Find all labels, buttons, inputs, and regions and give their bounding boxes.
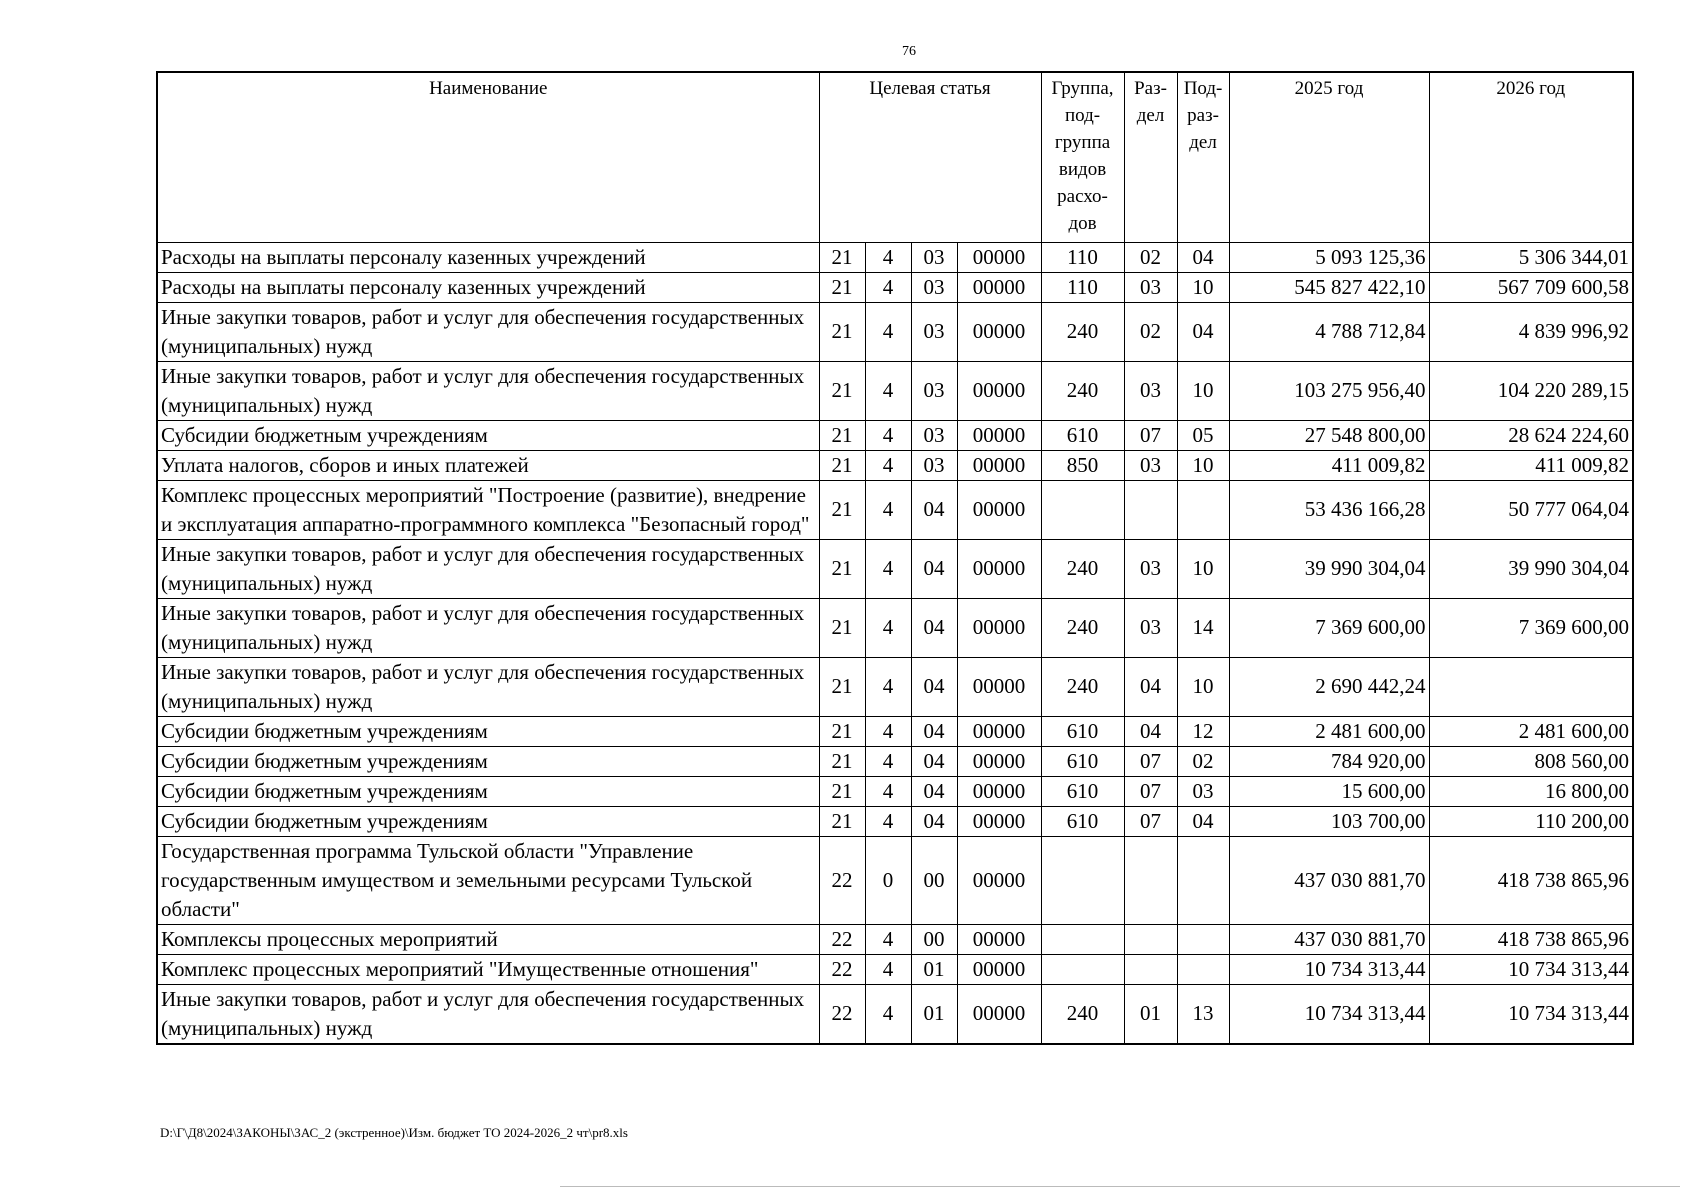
- target-code-program: 21: [819, 420, 865, 450]
- row-name-cell: Иные закупки товаров, работ и услуг для обеспечения государственных (муниципальных) нужд: [157, 361, 819, 420]
- target-code-program: 21: [819, 657, 865, 716]
- amount-2026-cell: [1429, 657, 1633, 716]
- target-code-program: 21: [819, 242, 865, 272]
- section-cell: 01: [1124, 984, 1177, 1044]
- target-code-direction: 00000: [957, 657, 1041, 716]
- target-code-type: 4: [865, 776, 911, 806]
- target-code-program: 21: [819, 776, 865, 806]
- subsection-cell: 13: [1177, 984, 1229, 1044]
- row-name-cell: Субсидии бюджетным учреждениям: [157, 420, 819, 450]
- amount-2025-cell: 27 548 800,00: [1229, 420, 1429, 450]
- table-row: [157, 776, 1633, 806]
- amount-2026-cell: 10 734 313,44: [1429, 954, 1633, 984]
- row-name-cell: Субсидии бюджетным учреждениям: [157, 806, 819, 836]
- subsection-cell: 03: [1177, 776, 1229, 806]
- table-row: [157, 302, 1633, 361]
- target-code-program: 21: [819, 480, 865, 539]
- subsection-cell: 12: [1177, 716, 1229, 746]
- table-row: [157, 242, 1633, 272]
- row-name-cell: Субсидии бюджетным учреждениям: [157, 716, 819, 746]
- row-name-cell: Государственная программа Тульской области "Управление государственным имуществом и земельными ресурсами Тульской области": [157, 836, 819, 924]
- amount-2026-cell: 28 624 224,60: [1429, 420, 1633, 450]
- section-cell: 07: [1124, 776, 1177, 806]
- subsection-cell: 05: [1177, 420, 1229, 450]
- amount-2026-cell: 10 734 313,44: [1429, 984, 1633, 1044]
- section-cell: [1124, 954, 1177, 984]
- target-code-program: 21: [819, 361, 865, 420]
- target-code-complex: 01: [911, 984, 957, 1044]
- target-code-program: 21: [819, 450, 865, 480]
- target-code-program: 21: [819, 806, 865, 836]
- table-row: [157, 924, 1633, 954]
- target-code-complex: 03: [911, 420, 957, 450]
- subsection-cell: [1177, 836, 1229, 924]
- target-code-program: 22: [819, 924, 865, 954]
- subsection-cell: 10: [1177, 657, 1229, 716]
- target-code-type: 4: [865, 480, 911, 539]
- subsection-cell: 04: [1177, 302, 1229, 361]
- target-code-type: 4: [865, 657, 911, 716]
- amount-2026-cell: 567 709 600,58: [1429, 272, 1633, 302]
- row-name-cell: Расходы на выплаты персоналу казенных учреждений: [157, 242, 819, 272]
- target-code-type: 0: [865, 836, 911, 924]
- subsection-cell: 04: [1177, 242, 1229, 272]
- target-code-complex: 03: [911, 242, 957, 272]
- expense-group-cell: 850: [1041, 450, 1124, 480]
- target-code-program: 21: [819, 539, 865, 598]
- target-code-type: 4: [865, 598, 911, 657]
- target-code-type: 4: [865, 302, 911, 361]
- target-code-complex: 00: [911, 924, 957, 954]
- expense-group-cell: 610: [1041, 420, 1124, 450]
- section-cell: 04: [1124, 657, 1177, 716]
- target-code-complex: 04: [911, 480, 957, 539]
- target-code-complex: 04: [911, 598, 957, 657]
- target-code-direction: 00000: [957, 480, 1041, 539]
- expense-group-cell: 240: [1041, 598, 1124, 657]
- amount-2026-cell: 2 481 600,00: [1429, 716, 1633, 746]
- row-name-cell: Комплексы процессных мероприятий: [157, 924, 819, 954]
- table-row: [157, 657, 1633, 716]
- row-name-cell: Иные закупки товаров, работ и услуг для обеспечения государственных (муниципальных) нужд: [157, 598, 819, 657]
- target-code-type: 4: [865, 954, 911, 984]
- table-row: [157, 716, 1633, 746]
- target-code-type: 4: [865, 924, 911, 954]
- amount-2025-cell: 7 369 600,00: [1229, 598, 1429, 657]
- target-code-complex: 04: [911, 716, 957, 746]
- target-code-complex: 03: [911, 361, 957, 420]
- subsection-cell: 10: [1177, 361, 1229, 420]
- table-row: [157, 954, 1633, 984]
- section-cell: [1124, 480, 1177, 539]
- section-cell: 07: [1124, 746, 1177, 776]
- amount-2025-cell: 5 093 125,36: [1229, 242, 1429, 272]
- target-code-complex: 03: [911, 450, 957, 480]
- target-code-type: 4: [865, 361, 911, 420]
- amount-2025-cell: 4 788 712,84: [1229, 302, 1429, 361]
- header-subsection: Под-раз-дел: [1177, 72, 1229, 242]
- expense-group-cell: [1041, 836, 1124, 924]
- target-code-direction: 00000: [957, 539, 1041, 598]
- row-name-cell: Субсидии бюджетным учреждениям: [157, 746, 819, 776]
- amount-2025-cell: 2 690 442,24: [1229, 657, 1429, 716]
- amount-2025-cell: 15 600,00: [1229, 776, 1429, 806]
- table-row: [157, 361, 1633, 420]
- amount-2026-cell: 50 777 064,04: [1429, 480, 1633, 539]
- target-code-type: 4: [865, 984, 911, 1044]
- table-row: [157, 598, 1633, 657]
- target-code-complex: 04: [911, 657, 957, 716]
- section-cell: 04: [1124, 716, 1177, 746]
- expense-group-cell: 610: [1041, 746, 1124, 776]
- section-cell: 03: [1124, 598, 1177, 657]
- target-code-direction: 00000: [957, 272, 1041, 302]
- row-name-cell: Уплата налогов, сборов и иных платежей: [157, 450, 819, 480]
- target-code-type: 4: [865, 272, 911, 302]
- subsection-cell: [1177, 954, 1229, 984]
- table-body: [157, 242, 1633, 1044]
- row-name-cell: Комплекс процессных мероприятий "Построение (развитие), внедрение и эксплуатация аппаратно-программного комплекса "Безопасный город": [157, 480, 819, 539]
- target-code-program: 22: [819, 836, 865, 924]
- table-row: [157, 480, 1633, 539]
- expense-group-cell: 610: [1041, 716, 1124, 746]
- amount-2026-cell: 808 560,00: [1429, 746, 1633, 776]
- header-name: Наименование: [157, 72, 819, 242]
- expense-group-cell: 610: [1041, 776, 1124, 806]
- target-code-direction: 00000: [957, 361, 1041, 420]
- page-number: 76: [902, 44, 916, 59]
- subsection-cell: 10: [1177, 272, 1229, 302]
- target-code-program: 21: [819, 746, 865, 776]
- table-row: [157, 420, 1633, 450]
- header-section: Раз-дел: [1124, 72, 1177, 242]
- target-code-type: 4: [865, 806, 911, 836]
- section-cell: 03: [1124, 361, 1177, 420]
- target-code-program: 22: [819, 984, 865, 1044]
- target-code-direction: 00000: [957, 836, 1041, 924]
- amount-2025-cell: 53 436 166,28: [1229, 480, 1429, 539]
- target-code-direction: 00000: [957, 598, 1041, 657]
- row-name-cell: Иные закупки товаров, работ и услуг для обеспечения государственных (муниципальных) нужд: [157, 984, 819, 1044]
- section-cell: 07: [1124, 420, 1177, 450]
- expense-group-cell: 610: [1041, 806, 1124, 836]
- target-code-direction: 00000: [957, 954, 1041, 984]
- section-cell: 02: [1124, 242, 1177, 272]
- footer-file-path: D:\Г\Д8\2024\ЗАКОНЫ\ЗАС_2 (экстренное)\Изм. бюджет ТО 2024-2026_2 чт\pr8.xls: [160, 1125, 628, 1140]
- target-code-direction: 00000: [957, 242, 1041, 272]
- table-row: [157, 746, 1633, 776]
- amount-2026-cell: 16 800,00: [1429, 776, 1633, 806]
- target-code-type: 4: [865, 420, 911, 450]
- amount-2025-cell: 2 481 600,00: [1229, 716, 1429, 746]
- amount-2025-cell: 411 009,82: [1229, 450, 1429, 480]
- table-row: [157, 984, 1633, 1044]
- target-code-complex: 03: [911, 272, 957, 302]
- target-code-program: 21: [819, 716, 865, 746]
- section-cell: 03: [1124, 539, 1177, 598]
- target-code-direction: 00000: [957, 420, 1041, 450]
- target-code-type: 4: [865, 716, 911, 746]
- subsection-cell: 10: [1177, 539, 1229, 598]
- expense-group-cell: 240: [1041, 984, 1124, 1044]
- amount-2025-cell: 784 920,00: [1229, 746, 1429, 776]
- table-row: [157, 450, 1633, 480]
- amount-2025-cell: 10 734 313,44: [1229, 984, 1429, 1044]
- target-code-program: 21: [819, 598, 865, 657]
- expense-group-cell: 240: [1041, 361, 1124, 420]
- target-code-type: 4: [865, 242, 911, 272]
- row-name-cell: Иные закупки товаров, работ и услуг для обеспечения государственных (муниципальных) нужд: [157, 657, 819, 716]
- amount-2025-cell: 437 030 881,70: [1229, 836, 1429, 924]
- header-year-2025: 2025 год: [1229, 72, 1429, 242]
- subsection-cell: [1177, 924, 1229, 954]
- row-name-cell: Иные закупки товаров, работ и услуг для обеспечения государственных (муниципальных) нужд: [157, 302, 819, 361]
- target-code-complex: 04: [911, 776, 957, 806]
- amount-2026-cell: 110 200,00: [1429, 806, 1633, 836]
- target-code-complex: 04: [911, 539, 957, 598]
- subsection-cell: 10: [1177, 450, 1229, 480]
- expense-group-cell: 240: [1041, 539, 1124, 598]
- target-code-type: 4: [865, 746, 911, 776]
- table-header-row: [157, 72, 1633, 242]
- amount-2025-cell: 103 275 956,40: [1229, 361, 1429, 420]
- table-row: [157, 272, 1633, 302]
- amount-2025-cell: 437 030 881,70: [1229, 924, 1429, 954]
- amount-2026-cell: 411 009,82: [1429, 450, 1633, 480]
- target-code-complex: 04: [911, 746, 957, 776]
- table-row: [157, 539, 1633, 598]
- amount-2025-cell: 10 734 313,44: [1229, 954, 1429, 984]
- target-code-direction: 00000: [957, 450, 1041, 480]
- section-cell: 02: [1124, 302, 1177, 361]
- expense-group-cell: [1041, 954, 1124, 984]
- expense-group-cell: [1041, 924, 1124, 954]
- budget-table: [156, 71, 1634, 1045]
- target-code-direction: 00000: [957, 776, 1041, 806]
- header-expense-group: Группа, под-группа видов расхо-дов: [1041, 72, 1124, 242]
- target-code-complex: 03: [911, 302, 957, 361]
- target-code-type: 4: [865, 450, 911, 480]
- table-row: [157, 836, 1633, 924]
- target-code-direction: 00000: [957, 984, 1041, 1044]
- amount-2025-cell: 545 827 422,10: [1229, 272, 1429, 302]
- bottom-divider: [560, 1186, 1680, 1187]
- header-year-2026: 2026 год: [1429, 72, 1633, 242]
- target-code-program: 21: [819, 272, 865, 302]
- row-name-cell: Комплекс процессных мероприятий "Имущественные отношения": [157, 954, 819, 984]
- row-name-cell: Расходы на выплаты персоналу казенных учреждений: [157, 272, 819, 302]
- subsection-cell: [1177, 480, 1229, 539]
- section-cell: [1124, 924, 1177, 954]
- expense-group-cell: 240: [1041, 657, 1124, 716]
- amount-2026-cell: 39 990 304,04: [1429, 539, 1633, 598]
- amount-2025-cell: 103 700,00: [1229, 806, 1429, 836]
- target-code-direction: 00000: [957, 924, 1041, 954]
- target-code-complex: 00: [911, 836, 957, 924]
- table-row: [157, 806, 1633, 836]
- target-code-program: 22: [819, 954, 865, 984]
- expense-group-cell: 110: [1041, 242, 1124, 272]
- amount-2026-cell: 4 839 996,92: [1429, 302, 1633, 361]
- expense-group-cell: 240: [1041, 302, 1124, 361]
- target-code-direction: 00000: [957, 302, 1041, 361]
- target-code-complex: 04: [911, 806, 957, 836]
- target-code-direction: 00000: [957, 716, 1041, 746]
- amount-2025-cell: 39 990 304,04: [1229, 539, 1429, 598]
- subsection-cell: 02: [1177, 746, 1229, 776]
- expense-group-cell: [1041, 480, 1124, 539]
- expense-group-cell: 110: [1041, 272, 1124, 302]
- amount-2026-cell: 418 738 865,96: [1429, 836, 1633, 924]
- section-cell: 07: [1124, 806, 1177, 836]
- amount-2026-cell: 418 738 865,96: [1429, 924, 1633, 954]
- section-cell: 03: [1124, 450, 1177, 480]
- row-name-cell: Субсидии бюджетным учреждениям: [157, 776, 819, 806]
- target-code-program: 21: [819, 302, 865, 361]
- amount-2026-cell: 7 369 600,00: [1429, 598, 1633, 657]
- target-code-type: 4: [865, 539, 911, 598]
- section-cell: 03: [1124, 272, 1177, 302]
- header-target-article: Целевая статья: [819, 72, 1041, 242]
- row-name-cell: Иные закупки товаров, работ и услуг для обеспечения государственных (муниципальных) нужд: [157, 539, 819, 598]
- target-code-direction: 00000: [957, 806, 1041, 836]
- target-code-direction: 00000: [957, 746, 1041, 776]
- amount-2026-cell: 5 306 344,01: [1429, 242, 1633, 272]
- target-code-complex: 01: [911, 954, 957, 984]
- section-cell: [1124, 836, 1177, 924]
- amount-2026-cell: 104 220 289,15: [1429, 361, 1633, 420]
- subsection-cell: 04: [1177, 806, 1229, 836]
- subsection-cell: 14: [1177, 598, 1229, 657]
